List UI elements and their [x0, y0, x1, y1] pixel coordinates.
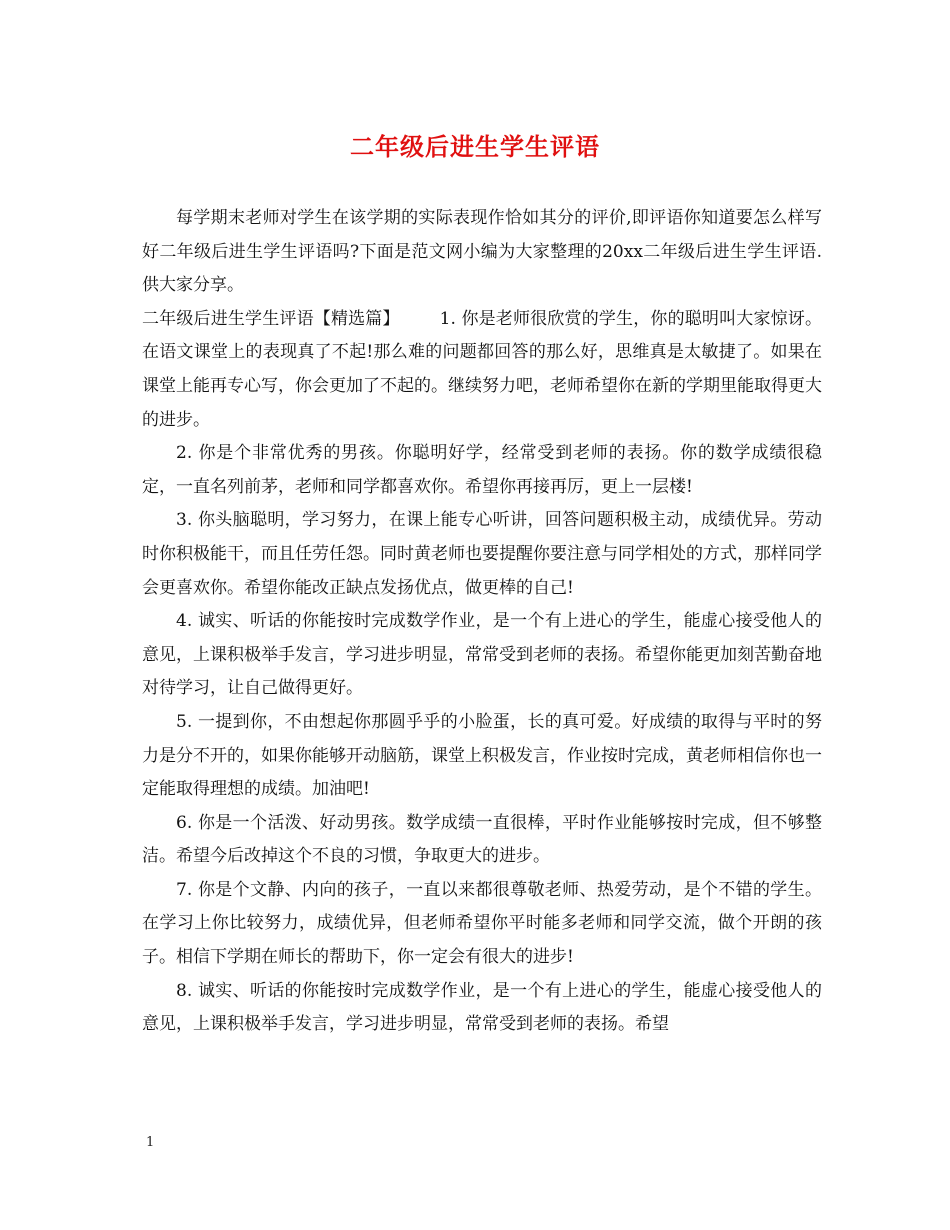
comment-item-6: 6. 你是一个活泼、好动男孩。数学成绩一直很棒，平时作业能够按时完成，但不够整洁。希望今后改掉这个不良的习惯，争取更大的进步。: [142, 812, 822, 867]
comment-item-4: 4. 诚实、听话的你能按时完成数学作业，是一个有上进心的学生，能虚心接受他人的意见，上课积极举手发言，学习进步明显，常常受到老师的表扬。希望你能更加刻苦勤奋地对待学习，让自己做得更好。: [142, 611, 822, 699]
comment-item-7: 7. 你是个文静、内向的孩子，一直以来都很尊敬老师、热爱劳动，是个不错的学生。在学习上你比较努力，成绩优异，但老师希望你平时能多老师和同学交流，做个开朗的孩子。相信下学期在师长的帮助下，你一定会有很大的进步!: [142, 879, 822, 968]
section-heading-paragraph: [142, 303, 822, 437]
comment-item-8: 8. 诚实、听话的你能按时完成数学作业，是一个有上进心的学生，能虚心接受他人的意见，上课积极举手发言，学习进步明显，常常受到老师的表扬。希望: [142, 980, 822, 1035]
comment-item-3: 3. 你头脑聪明，学习努力，在课上能专心听讲，回答问题积极主动，成绩优异。劳动时你积极能干，而且任劳任怨。同时黄老师也要提醒你要注意与同学相处的方式，那样同学会更喜欢你。希望你能改正缺点发扬优点，做更棒的自己!: [142, 510, 822, 598]
document-body: [142, 202, 822, 1042]
page-number: 1: [146, 1135, 155, 1150]
intro-paragraph: 每学期末老师对学生在该学期的实际表现作恰如其分的评价,即评语你知道要怎么样写好二年级后进生学生评语吗?下面是范文网小编为大家整理的20xx二年级后进生学生评语.供大家分享。: [142, 208, 822, 296]
document-title: 二年级后进生学生评语: [350, 132, 600, 161]
comment-item-5: 5. 一提到你，不由想起你那圆乎乎的小脸蛋，长的真可爱。好成绩的取得与平时的努力是分不开的，如果你能够开动脑筋，课堂上积极发言，作业按时完成，黄老师相信你也一定能取得理想的成绩。加油吧!: [142, 711, 822, 800]
comment-item-2: 2. 你是个非常优秀的男孩。你聪明好学，经常受到老师的表扬。你的数学成绩很稳定，一直名列前茅，老师和同学都喜欢你。希望你再接再厉，更上一层楼!: [142, 443, 822, 497]
section-heading: 二年级后进生学生评语【精选篇】: [142, 308, 400, 329]
comment-item-1: 1. 你是老师很欣赏的学生，你的聪明叫大家惊讶。在语文课堂上的表现真了不起!那么难的问题都回答的那么好，思维真是太敏捷了。如果在课堂上能再专心写，你会更加了不起的。继续努力吧，老师希望你在新的学期里能取得更大的进步。: [142, 308, 822, 430]
